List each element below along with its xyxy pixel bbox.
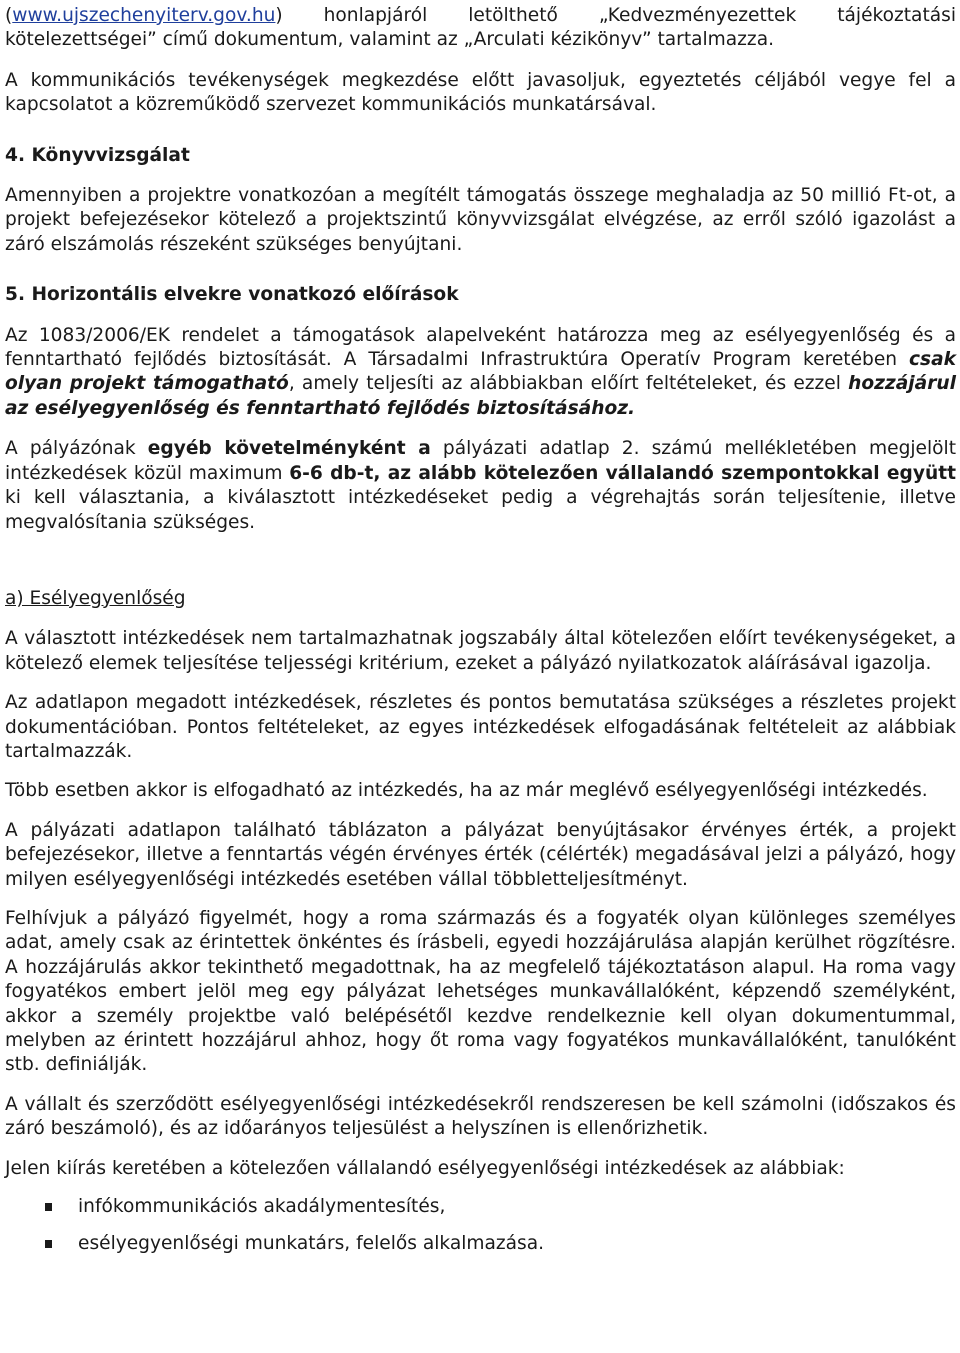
list-item-text: esélyegyenlőségi munkatárs, felelős alkalmazása. xyxy=(78,1233,545,1255)
text-run: Az 1083/2006/EK rendelet a támogatások alapelveként határozza meg az esélyegyenlőség és a fenntartható fejlődés biztosítását. A Társadalmi Infrastruktúra Operatív Program keretében xyxy=(5,324,956,371)
bold-run: 6-6 db-t, az alább kötelezően vállalandó szempontokkal együtt xyxy=(289,462,956,484)
text-run: pályázati adatlap 2. számú mellékletében megjelölt intézkedések közül maximum xyxy=(5,438,956,484)
subsection-a-heading: a) Esélyegyenlőség xyxy=(5,587,186,609)
section-5-paragraph-1 xyxy=(5,324,956,422)
emphasis-run: hozzájárul az esélyegyenlőség és fenntartható fejlődés biztosításához. xyxy=(5,373,956,419)
section-4-paragraph: Amennyiben a projektre vonatkozóan a megítélt támogatás összege meghaladja az 50 millió Ft-ot, a projekt befejezésekor kötelező a projektszintű könyvvizsgálat elvégzése, az erről szóló igazolást a záró elszámolás részeként szükséges benyújtani. xyxy=(5,185,956,255)
subsection-a-paragraph-5: Felhívjuk a pályázó figyelmét, hogy a roma származás és a fogyaték olyan különleges személyes adat, amely csak az érintettek önkéntes és írásbeli, egyedi hozzájárulása alapján kerülhet rögzítésre. A hozzájárulás akkor tekinthető megadottnak, ha az megfelelő tájékoztatáson alapul. Ha roma vagy fogyatékos embert jelöl meg egy pályázat lehetséges munkavállalóként, képzendő személyként, akkor a személy projektbe való belépésétől kezdve rendelkeznie kell olyan dokumentummal, melyben az érintett hozzájárul ahhoz, hogy őt roma vagy fogyatékos munkavállalóként, tanulóként stb. definiálják. xyxy=(5,907,956,1076)
open-paren: ( xyxy=(5,5,13,26)
subsection-a-paragraph-1: A választott intézkedések nem tartalmazhatnak jogszabály által kötelezően előírt tevékenységeket, a kötelező elemek teljesítése teljességi kritérium, ezeket a pályázó nyilatkozatok aláírásával igazolja. xyxy=(5,628,956,674)
subsection-a-paragraph-3: Több esetben akkor is elfogadható az intézkedés, ha az már meglévő esélyegyenlőségi intézkedés. xyxy=(5,780,928,802)
website-link[interactable]: www.ujszechenyiterv.gov.hu xyxy=(12,5,276,26)
subsection-a-paragraph-4: A pályázati adatlapon található táblázaton a pályázat benyújtásakor érvényes érték, a projekt befejezésekor, illetve a fenntartás végén érvényes érték (célérték) megadásával jelzi a pályázó, hogy milyen esélyegyenlőségi intézkedés esetében vállal többletteljesítményt. xyxy=(5,819,956,890)
intro-paragraph-1 xyxy=(5,4,956,53)
subsection-a-paragraph-6: A vállalt és szerződött esélyegyenlőségi intézkedésekről rendszeresen be kell számolni (időszakos és záró beszámoló), és az időarányos teljesülést a helyszínen is ellenőrizhetik. xyxy=(5,1093,956,1140)
text-run: ki kell választania, a kiválasztott intézkedéseket pedig a végrehajtás során teljesítenie, illetve megvalósítania szükséges. xyxy=(5,487,956,533)
section-5-heading: 5. Horizontális elvekre vonatkozó előírások xyxy=(5,284,459,306)
text-run: , amely teljesíti az alábbiakban előírt feltételeket, és ezzel xyxy=(288,373,849,395)
list-item xyxy=(5,1232,956,1256)
bullet-square-icon xyxy=(45,1203,52,1211)
bullet-square-icon xyxy=(45,1240,52,1248)
text-run: A pályázónak xyxy=(5,438,148,460)
emphasis-run: csak olyan projekt támogatható xyxy=(5,349,956,395)
subsection-a-paragraph-2: Az adatlapon megadott intézkedések, részletes és pontos bemutatása szükséges a részletes projekt dokumentációban. Pontos feltételeket, az egyes intézkedések elfogadásának feltételeit az alábbiak tartalmazzák. xyxy=(5,692,956,762)
intro-text: ) honlapjáról letölthető „Kedvezményezettek tájékoztatási kötelezettségei” című dokumentum, valamint az „Arculati kézikönyv” tartalmazza. xyxy=(5,5,956,51)
mandatory-measures-list xyxy=(5,1195,956,1257)
section-4-heading: 4. Könyvvizsgálat xyxy=(5,144,190,166)
section-5-paragraph-2 xyxy=(5,437,956,535)
intro-paragraph-2: A kommunikációs tevékenységek megkezdése előtt javasoljuk, egyeztetés céljából vegye fel a kapcsolatot a közreműködő szervezet kommunikációs munkatársával. xyxy=(5,69,956,116)
subsection-a-paragraph-7: Jelen kiírás keretében a kötelezően vállalandó esélyegyenlőségi intézkedések az alábbiak: xyxy=(5,1157,845,1179)
list-item-text: infókommunikációs akadálymentesítés, xyxy=(78,1196,446,1218)
bold-run: egyéb követelményként a xyxy=(147,438,431,460)
list-item xyxy=(5,1195,956,1219)
